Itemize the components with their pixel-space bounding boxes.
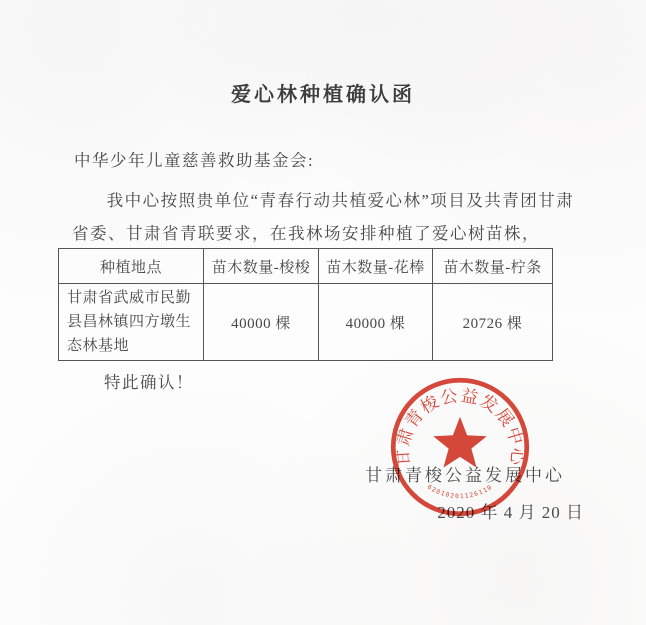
cell-huabang: 40000 棵 — [319, 284, 433, 361]
seal-code-text: 62010201126110 — [425, 483, 495, 501]
seal-ring-text: 甘肃青梭公益发展中心 — [392, 385, 528, 468]
cell-location: 甘肃省武威市民勤县昌林镇四方墩生态林基地 — [59, 284, 204, 361]
addressee-line: 中华少年儿童慈善救助基金会: — [74, 151, 315, 170]
closing-line: 特此确认！ — [104, 373, 194, 392]
official-seal-stamp — [387, 374, 533, 520]
header-suosuo: 苗木数量-梭梭 — [204, 249, 319, 284]
header-ningtiao: 苗木数量-柠条 — [433, 249, 553, 284]
table-header-row — [59, 249, 553, 284]
cell-ningtiao: 20726 棵 — [433, 284, 553, 361]
table-row — [59, 284, 553, 361]
page-title: 爱心林种植确认函 — [231, 84, 415, 106]
header-location: 种植地点 — [59, 249, 204, 284]
seal-star-icon — [433, 417, 487, 468]
body-line-2: 省委、甘肃省青联要求，在我林场安排种植了爱心树苗株， — [72, 224, 540, 243]
body-paragraph — [72, 184, 584, 250]
header-huabang: 苗木数量-花棒 — [319, 249, 433, 284]
cell-suosuo: 40000 棵 — [204, 284, 319, 361]
document-date: 2020 年 4 月 20 日 — [437, 503, 584, 522]
signature-org-name: 甘肃青梭公益发展中心 — [365, 466, 565, 485]
planting-table — [58, 248, 553, 361]
body-line-1: 我中心按照贵单位“青春行动共植爱心林”项目及共青团甘肃 — [106, 191, 575, 210]
